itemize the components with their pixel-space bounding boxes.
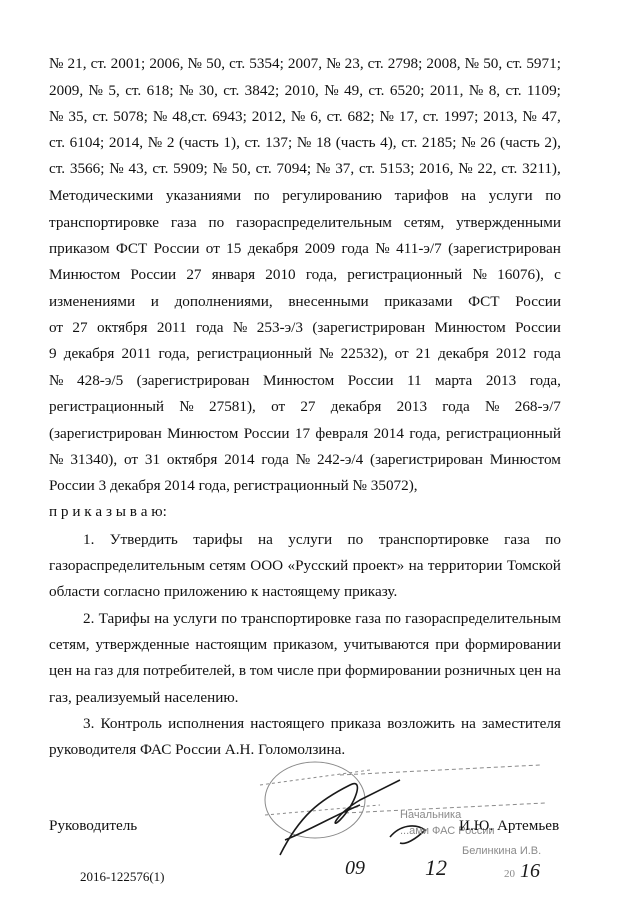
stamp-line-1: Начальника bbox=[400, 809, 462, 821]
document-line: регистрационный № 27581), от 27 декабря 2013 года № 268-э/7 bbox=[49, 398, 561, 415]
document-line: ст. 6104; 2014, № 2 (часть 1), ст. 137; № 18 (часть 4), ст. 2185; № 26 (часть 2), bbox=[49, 134, 561, 151]
document-line: руководителя ФАС России А.Н. Голомолзина. bbox=[49, 741, 346, 758]
document-line: № 31340), от 31 октября 2014 года № 242-э/4 (зарегистрирован Минюстом bbox=[49, 451, 561, 468]
signature-name: И.Ю. Артемьев bbox=[459, 817, 560, 834]
document-line: Минюстом России 27 января 2010 года, регистрационный № 16076), с bbox=[49, 266, 561, 283]
document-line: 1. Утвердить тарифы на услуги по транспортировке газа по bbox=[83, 531, 561, 548]
stamp-line-2: ...ами ФАС России bbox=[400, 825, 495, 837]
document-line: газ, реализуемый населению. bbox=[49, 689, 239, 706]
document-line: приказом ФСТ России от 15 декабря 2009 года № 411-э/7 (зарегистрирован bbox=[49, 240, 561, 257]
stamp-verifier: Белинкина И.В. bbox=[462, 845, 542, 857]
document-line: изменениями и дополнениями, внесенными приказами ФСТ России bbox=[49, 293, 561, 310]
document-line: транспортировке газа по газораспределительным сетям, утвержденными bbox=[49, 214, 561, 231]
signature-position: Руководитель bbox=[49, 817, 138, 834]
stamp-date-day: 09 bbox=[345, 857, 365, 879]
document-line: 2. Тарифы на услуги по транспортировке газа по газораспределительным bbox=[83, 610, 561, 627]
document-line: ст. 3566; № 43, ст. 5909; № 50, ст. 7094; № 37, ст. 5153; 2016, № 22, ст. 3211), bbox=[49, 160, 561, 177]
document-line: 2009, № 5, ст. 618; № 30, ст. 3842; 2010, № 49, ст. 6520; 2011, № 8, ст. 1109; bbox=[49, 82, 561, 99]
document-line: № 428-э/5 (зарегистрирован Минюстом России 11 марта 2013 года, bbox=[49, 372, 561, 389]
stamp-date-year-prefix: 20 bbox=[504, 868, 515, 880]
document-line: 3. Контроль исполнения настоящего приказа возложить на заместителя bbox=[83, 715, 561, 732]
stamp-date-year-suffix: 16 bbox=[520, 860, 540, 882]
document-line: (зарегистрирован Минюстом России 17 февраля 2014 года, регистрационный bbox=[49, 425, 561, 442]
document-line: Методическими указаниями по регулированию тарифов на услуги по bbox=[49, 187, 561, 204]
document-line: России 3 декабря 2014 года, регистрационный № 35072), bbox=[49, 477, 418, 494]
document-line: цен на газ для потребителей, в том числе при формировании розничных цен на bbox=[49, 662, 561, 679]
stamp-date-month: 12 bbox=[425, 855, 447, 880]
document-line: от 27 октября 2011 года № 253-э/3 (зарегистрирован Минюстом России bbox=[49, 319, 561, 336]
document-line: сетям, утвержденные настоящим приказом, учитываются при формировании bbox=[49, 636, 561, 653]
document-line: № 35, ст. 5078; № 48,ст. 6943; 2012, № 6, ст. 682; № 17, ст. 1997; 2013, № 47, bbox=[49, 108, 561, 125]
document-number: 2016-122576(1) bbox=[80, 869, 165, 884]
document-line: 9 декабря 2011 года, регистрационный № 22532), от 21 декабря 2012 года bbox=[49, 345, 561, 362]
document-line: № 21, ст. 2001; 2006, № 50, ст. 5354; 2007, № 23, ст. 2798; 2008, № 50, ст. 5971; bbox=[49, 55, 561, 72]
document-line: п р и к а з ы в а ю: bbox=[49, 503, 167, 520]
document-line: области согласно приложению к настоящему приказу. bbox=[49, 583, 398, 600]
document-line: газораспределительным сетям ООО «Русский проект» на территории Томской bbox=[49, 557, 561, 574]
